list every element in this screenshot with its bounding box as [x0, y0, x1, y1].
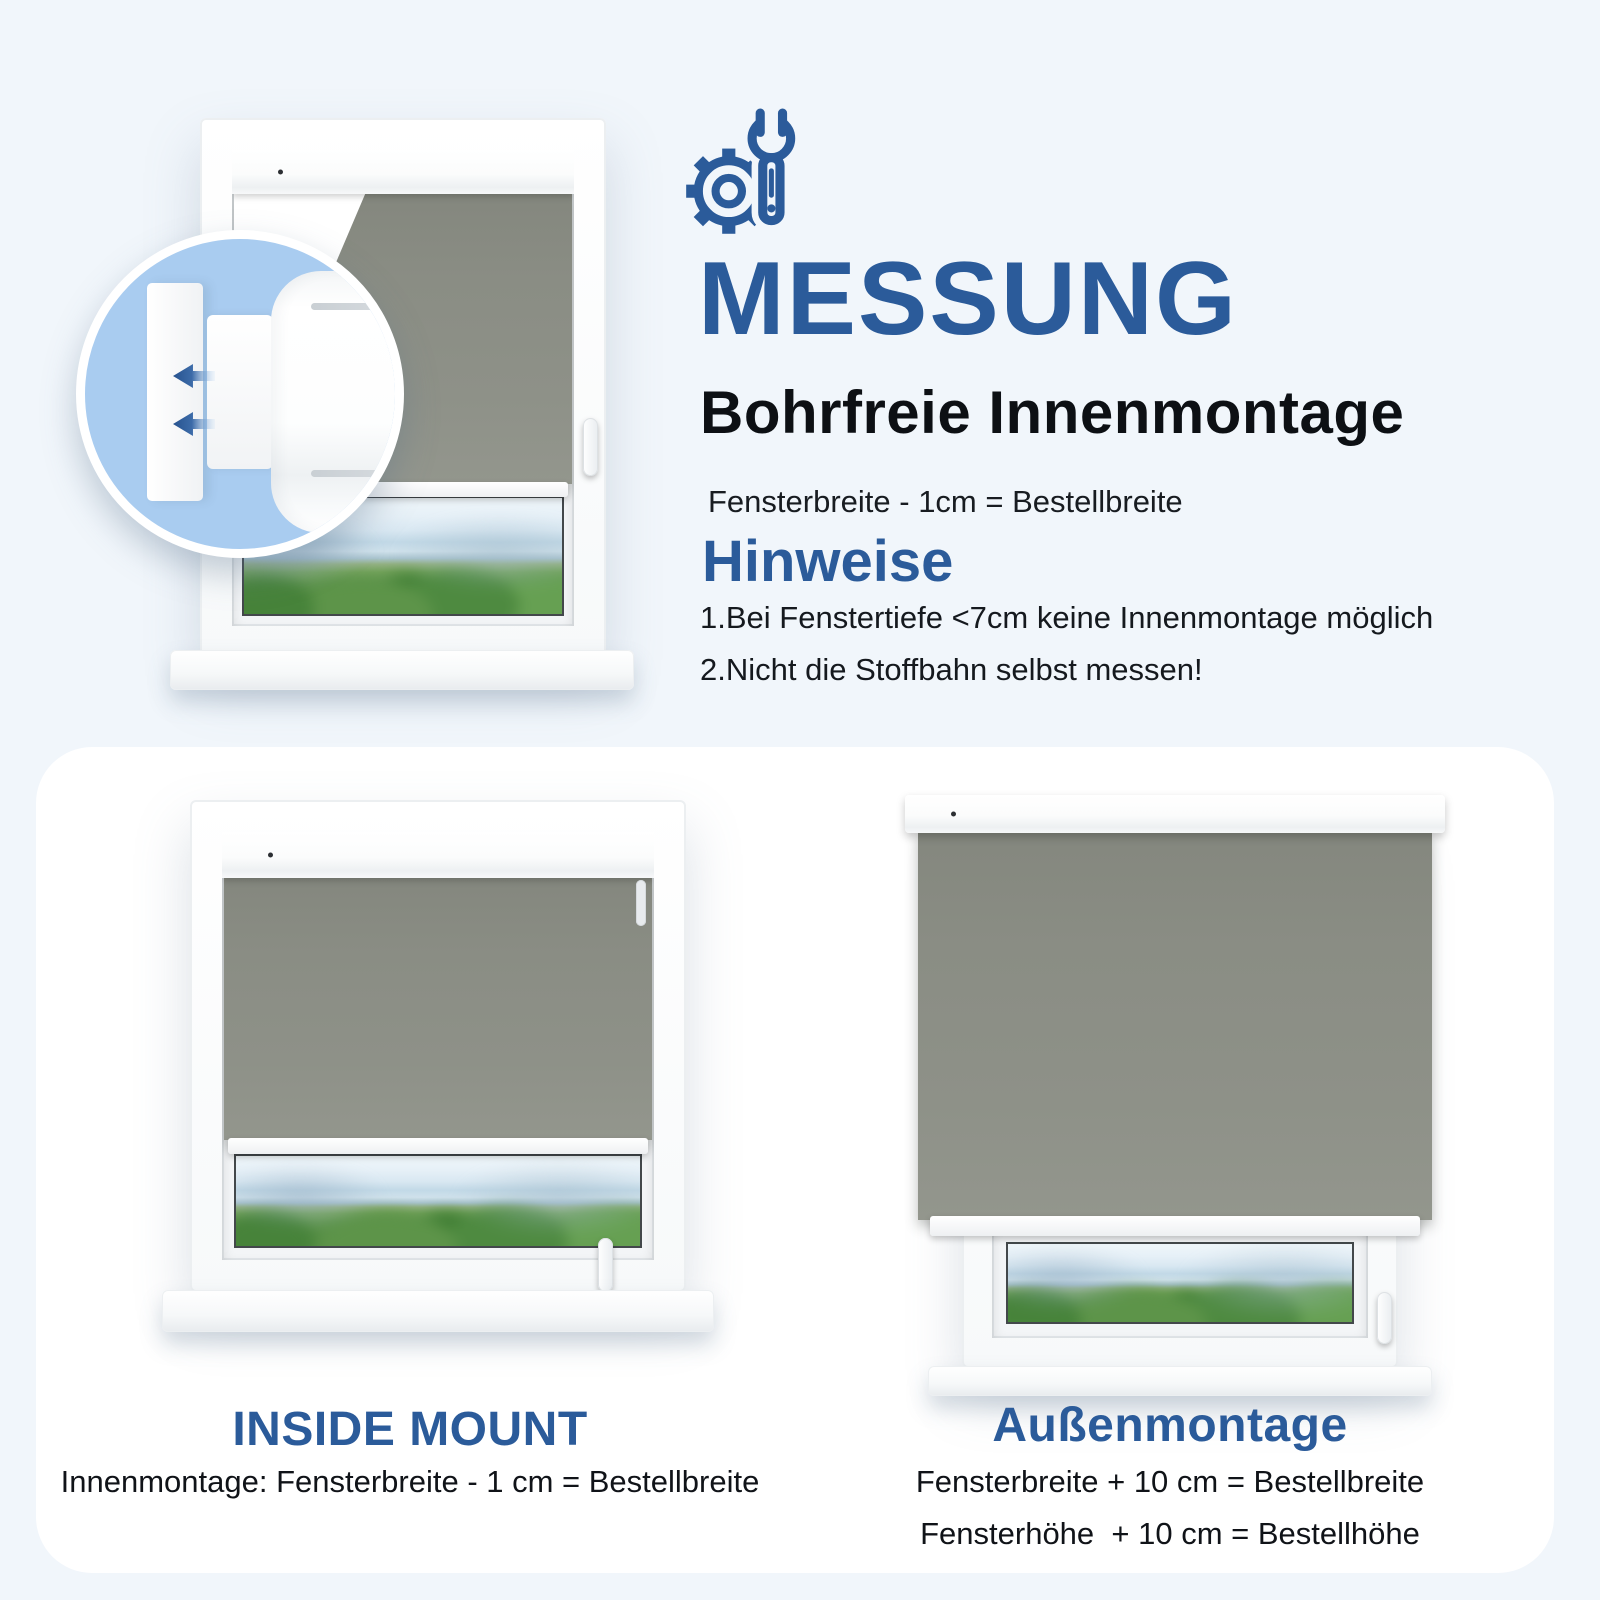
- method-heading: Bohrfreie Innenmontage: [700, 379, 1405, 446]
- roller-blind-fabric: [918, 830, 1432, 1220]
- outside-mount-formula-width: Fensterbreite + 10 cm = Bestellbreite: [915, 1464, 1425, 1499]
- magnifier-circle: [76, 230, 404, 558]
- page-title: MESSUNG: [698, 241, 1238, 357]
- screw-dot: [268, 853, 273, 858]
- blind-cassette: [905, 795, 1445, 833]
- blind-bottom-rail: [228, 1138, 648, 1154]
- screw-dot: [278, 170, 283, 175]
- window-illustration-inside-mount: [190, 800, 686, 1292]
- window-opening: [222, 832, 654, 1260]
- clamp-bracket: [207, 315, 273, 469]
- gear-wrench-icon: [686, 108, 804, 250]
- windowsill: [162, 1290, 714, 1332]
- outside-mount-title: Außenmontage: [992, 1399, 1348, 1452]
- screw-dot: [951, 812, 956, 817]
- window-handle: [598, 1238, 613, 1292]
- inside-mount-title: INSIDE MOUNT: [232, 1403, 588, 1456]
- inside-mount-formula: Innenmontage: Fensterbreite - 1 cm = Bestellbreite: [60, 1464, 760, 1499]
- method-formula: Fensterbreite - 1cm = Bestellbreite: [708, 484, 1183, 519]
- blind-chain: [636, 880, 646, 926]
- roller-blind-fabric: [224, 876, 652, 1140]
- window-handle: [583, 418, 598, 476]
- window-glass: [1006, 1242, 1354, 1324]
- arrow-left-icon: [171, 361, 215, 391]
- blind-cassette: [222, 832, 654, 878]
- landscape-view: [1008, 1244, 1352, 1322]
- window-glass: [234, 1154, 642, 1248]
- blind-cassette-closeup: [271, 271, 404, 533]
- windowsill: [170, 650, 634, 690]
- landscape-view: [236, 1156, 640, 1246]
- window-handle: [1377, 1292, 1392, 1344]
- windowsill: [928, 1366, 1432, 1396]
- blind-cassette: [232, 150, 574, 194]
- blind-bottom-rail: [930, 1216, 1420, 1236]
- mount-bracket-plate: [147, 283, 203, 501]
- note-item: 2.Nicht die Stoffbahn selbst messen!: [700, 652, 1203, 687]
- arrow-left-icon: [171, 409, 215, 439]
- note-item: 1.Bei Fenstertiefe <7cm keine Innenmontage möglich: [700, 600, 1434, 635]
- outside-mount-formula-height: Fensterhöhe + 10 cm = Bestellhöhe: [920, 1516, 1420, 1551]
- notes-heading: Hinweise: [702, 529, 954, 594]
